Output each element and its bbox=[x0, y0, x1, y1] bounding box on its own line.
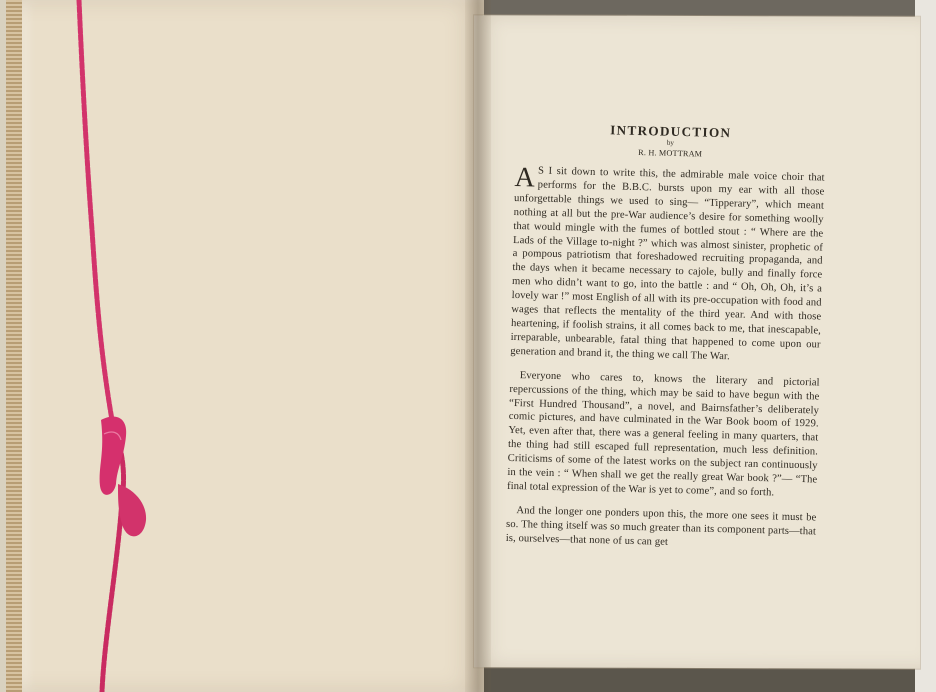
author-name: R. H. MOTTRAM bbox=[638, 147, 703, 159]
paragraph-3: And the longer one ponders upon this, the more one sees it must be so. The thing itself was so much greater than its component parts—that is, ourselves—that none of us can get bbox=[505, 504, 817, 548]
paragraph-1 bbox=[510, 161, 825, 366]
byline: by bbox=[666, 138, 675, 147]
book-gutter bbox=[465, 0, 491, 692]
introduction-text bbox=[505, 120, 826, 577]
drop-cap: A bbox=[514, 161, 536, 194]
paragraph-2: Everyone who cares to, knows the literary and pictorial repercussions of the thing, which may be said to have begun with the “First Hundred Thousand”, a novel, and Bairnsfather’s deliberately comic pictures, and have culminated in the War Book boom of 1929. Yet, even after that, there was a general feeling in many quarters, that the thing had still escaped full representation, much less definition. Criticisms of some of the latest works on the subject ran continuously in the vein : “ When shall we get the really great War book ?”— “The final total expression of the War is yet to come”, and so forth. bbox=[506, 369, 820, 499]
paragraph-1-body: S I sit down to write this, the admirable male voice choir that performs for the B.B.C. bursts upon my ear with all those unforgettable things we used to sing— “Tipperary”, which meant nothing at all but the pre-War audience’s desire for something woolly that would mingle with the fumes of bottled stout : “ Where are the Lads of the Village to-night ?” which was almost sinister, prophetic of a pompous patriotism that foreshadowed recruiting propaganda, and the days when it became necessary to cajole, bully and finally force men who didn’t want to go, into the battle : and “ Oh, Oh, Oh, it’s a lovely war !” most English of all with its pre-occupation with food and wages that reflects the mentality of the third year. And with those heartening, if foolish strains, it all comes back to me, that inescapable, irreparable, unbearable, fatal thing that happened to come upon our generation and brand it, the thing we call The War. bbox=[510, 165, 825, 363]
page-title: INTRODUCTION bbox=[610, 122, 732, 141]
ribbon-bookmark bbox=[74, 0, 164, 692]
